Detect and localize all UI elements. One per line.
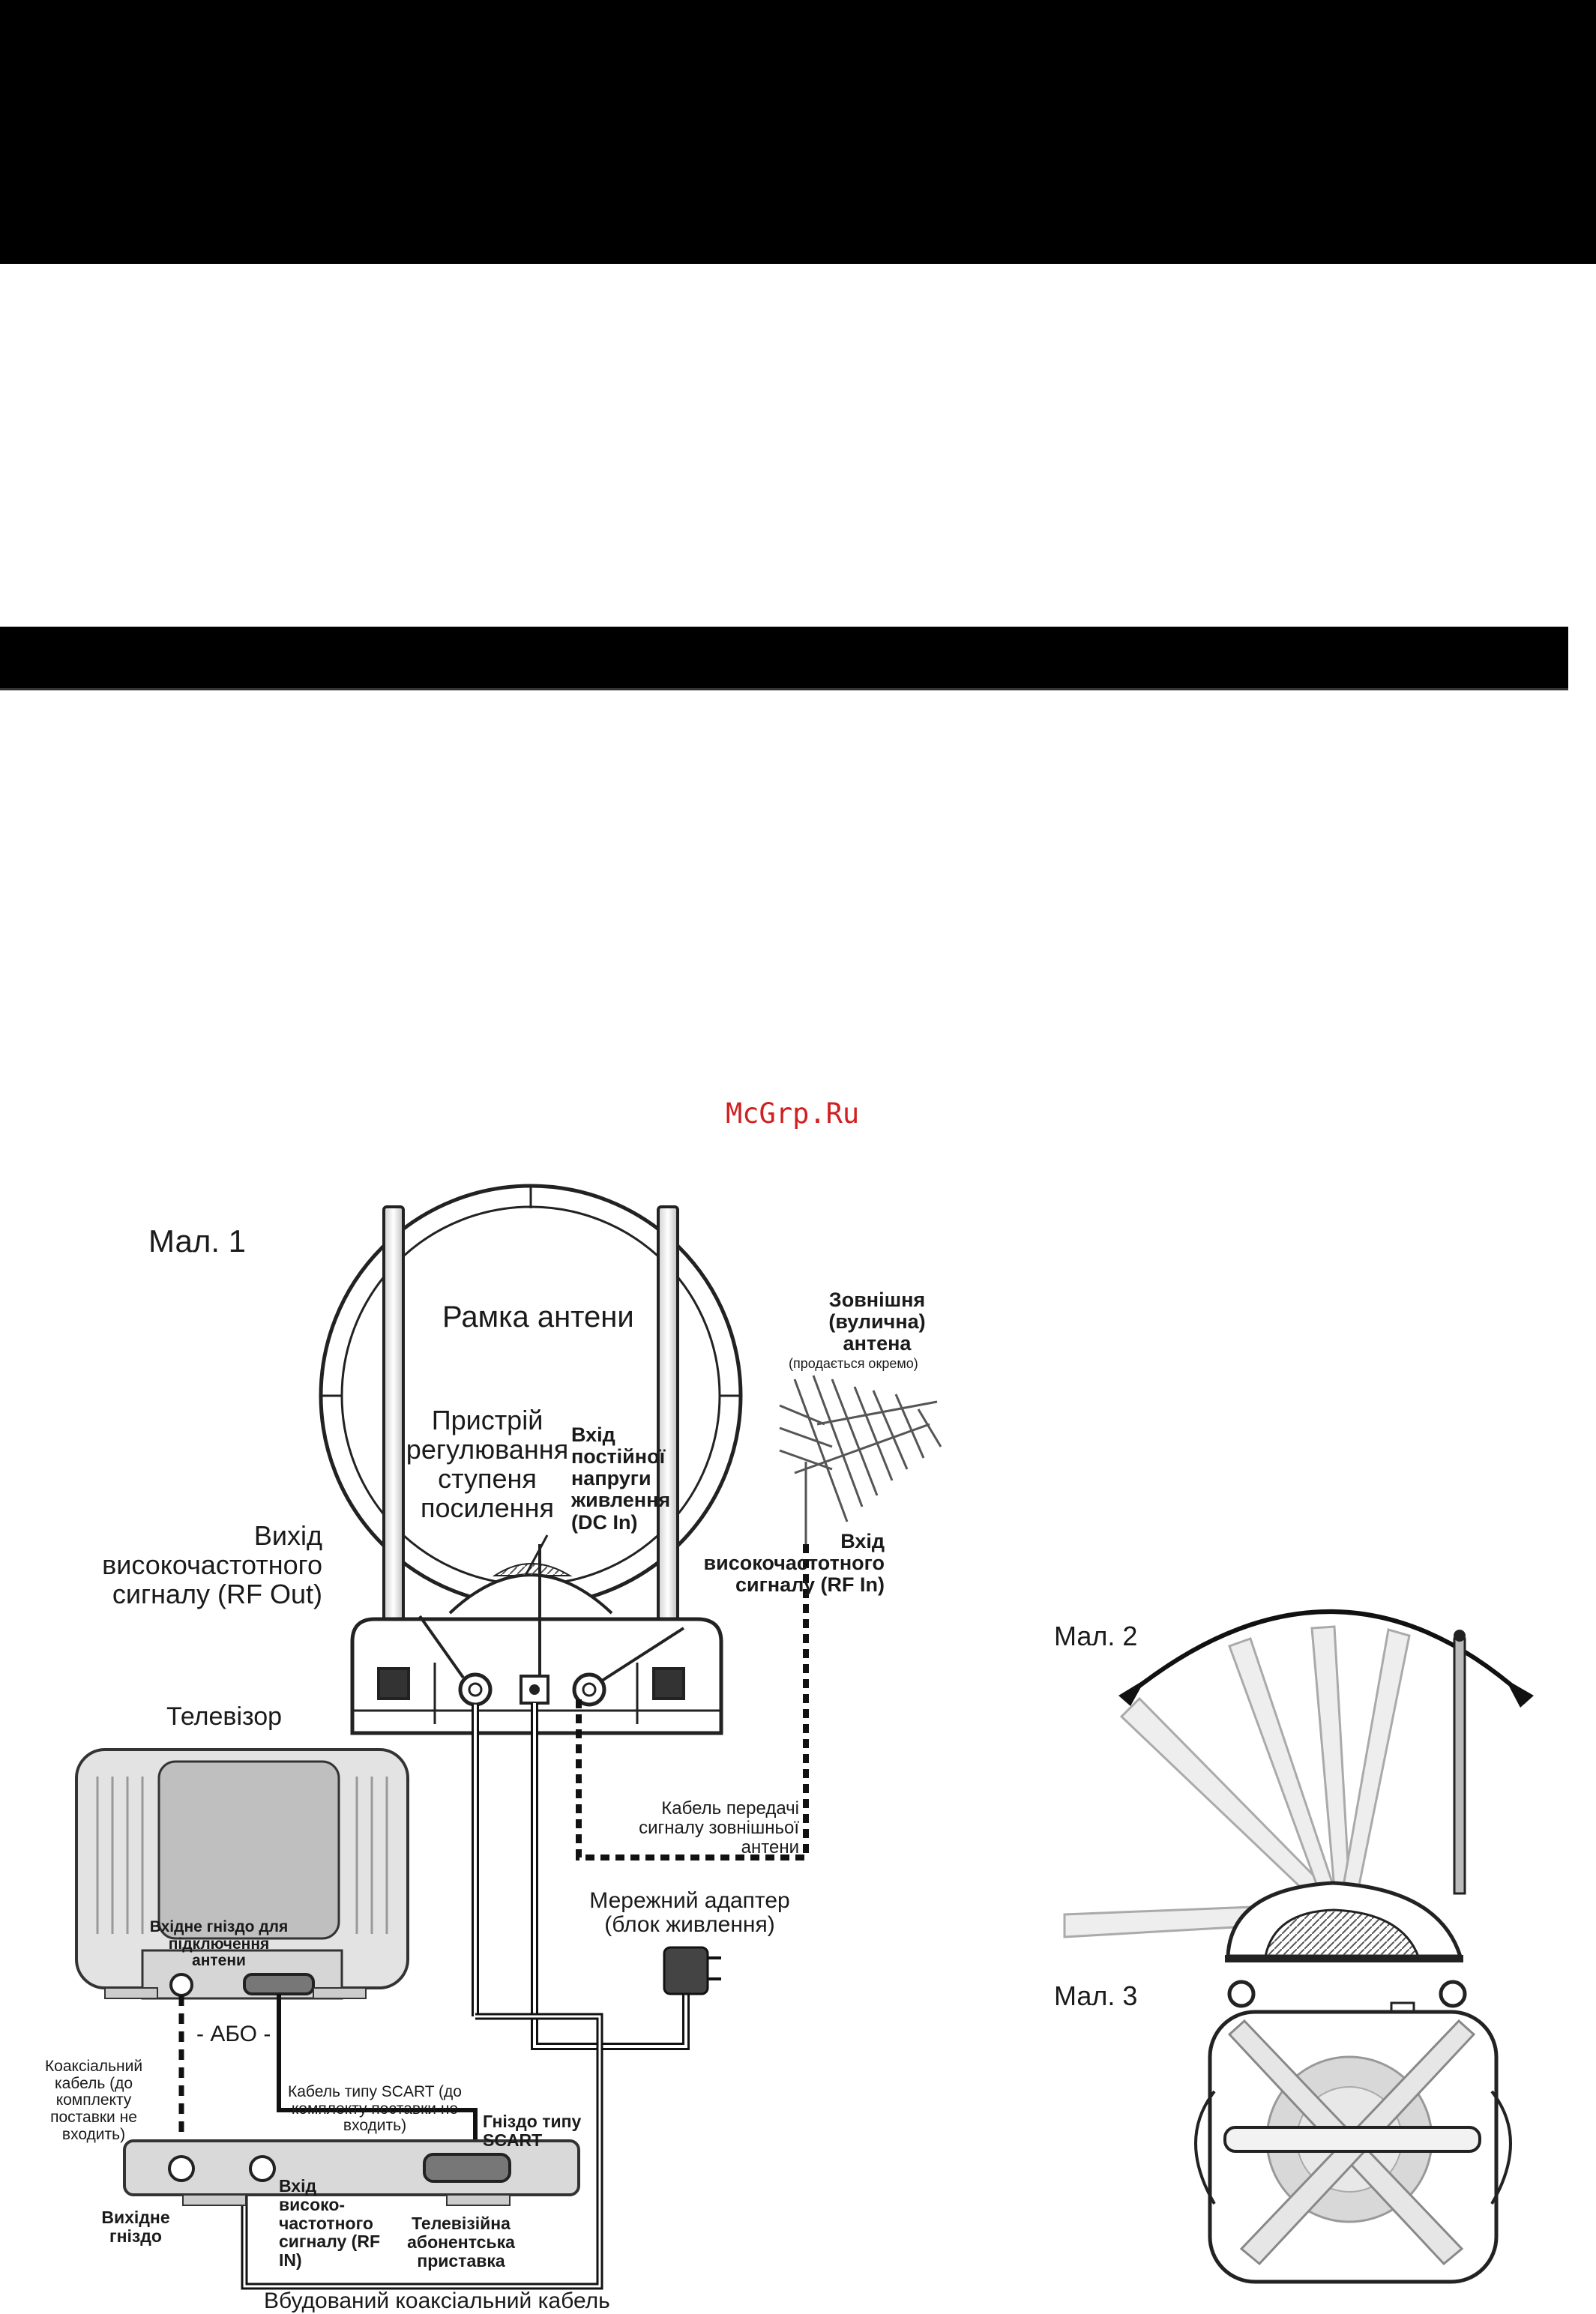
coax-label: Коаксіальний кабель (до комплекту поставки не входить) [44,2058,143,2143]
fig1-caption: Мал. 1 [148,1223,247,1259]
rf-in-label: Вхід високочастотного сигналу (RF In) [703,1530,885,1597]
fig2-caption: Мал. 2 [1054,1621,1138,1651]
dc-in-label: Вхід постійної напруги живлення (DC In) [571,1423,671,1534]
fig2-rotation-diagram [1064,1612,1534,1962]
dc-cable [534,1703,686,2046]
power-adapter-icon [664,1947,721,1994]
scart-jack-label: Гніздо типу SCART [483,2112,582,2150]
tv-label: Телевізор [166,1702,283,1731]
frame-label: Рамка антени [442,1301,634,1334]
ext-cable-label: Кабель передачі сигналу зовнішньої антени [639,1798,799,1857]
rf-out-label: Вихід високочастотного сигналу (RF Out) [102,1520,322,1609]
outdoor-antenna-icon [780,1376,941,1544]
fig3-top-view-diagram [1196,1982,1511,2282]
or-label: - АБО - [196,2022,271,2046]
builtin-coax-label: Вбудований коаксіальний кабель [264,2289,610,2313]
stb-rf-in-label: Вхід високо- частотного сигналу (RF IN) [279,2176,381,2271]
outdoor-antenna-label: Зовнішня (вулична) антена [828,1289,926,1355]
out-jack-label: Вихідне гніздо [101,2208,170,2246]
fig3-caption: Мал. 3 [1054,1980,1138,2011]
stb-label: Телевізійна абонентська приставка [407,2214,515,2271]
tv-input-label: Вхідне гніздо для підключення антени [149,1918,289,1970]
adapter-label: Мережний адаптер (блок живлення) [589,1888,790,1938]
gain-label: Пристрій регулювання ступеня посилення [406,1405,569,1523]
scart-cable-label: Кабель типу SCART (до комплекту поставки не входить) [288,2083,462,2135]
watermark: McGrp.Ru [726,1097,860,1130]
sold-separately-label: (продається окремо) [789,1356,918,1371]
